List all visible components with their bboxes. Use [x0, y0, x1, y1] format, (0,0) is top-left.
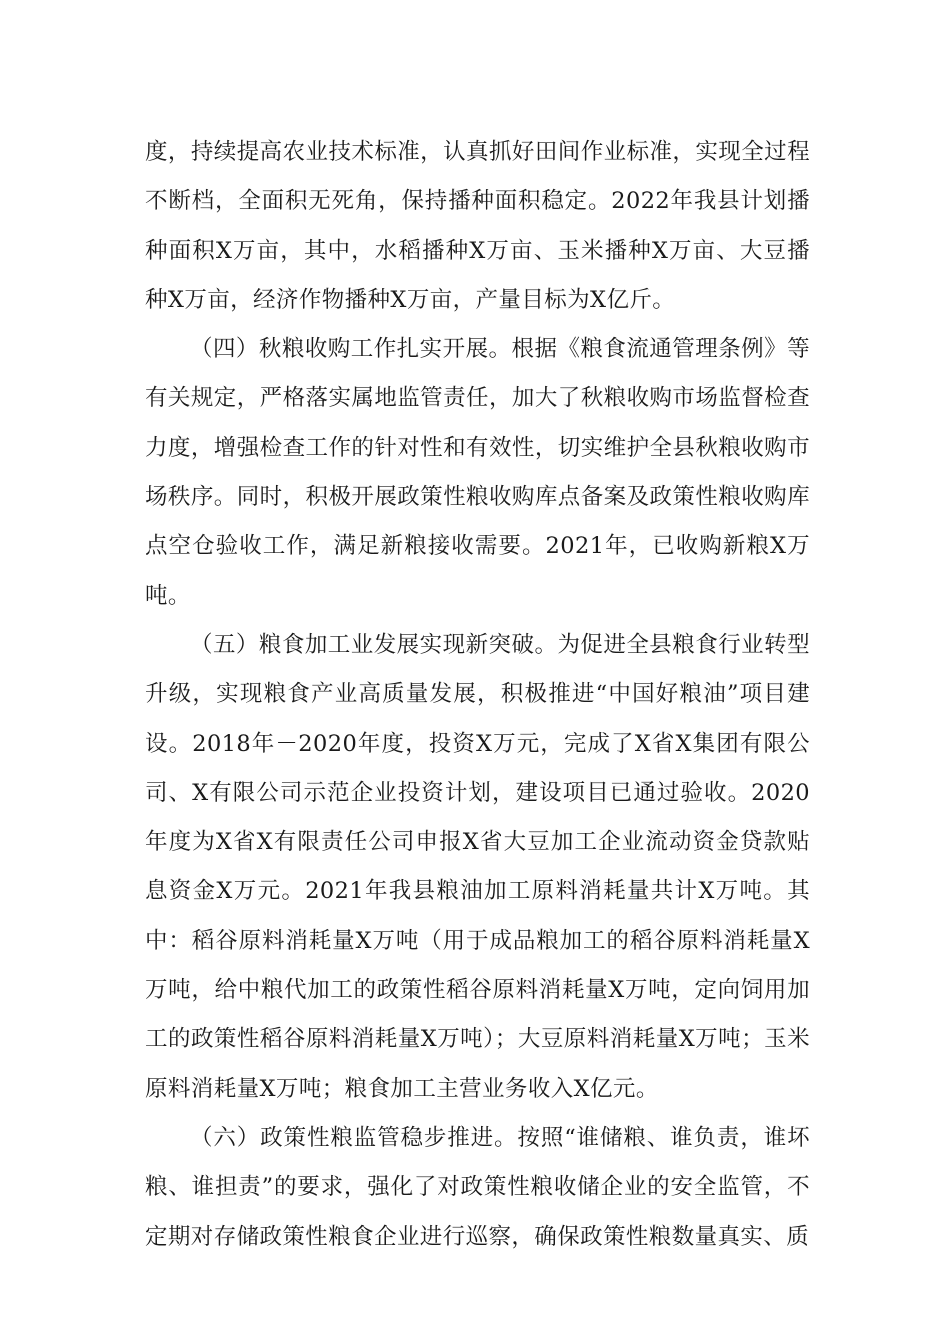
- document-page: [145, 128, 810, 1262]
- paragraph-continued: 度，持续提高农业技术标准，认真抓好田间作业标准，实现全过程不断档，全面积无死角，保持播种面积稳定。2022年我县计划播种面积X万亩，其中，水稻播种X万亩、玉米播种X万亩、大豆播种X万亩，经济作物播种X万亩，产量目标为X亿斤。: [145, 139, 810, 313]
- paragraph-section-5: （五）粮食加工业发展实现新突破。为促进全县粮食行业转型升级，实现粮食产业高质量发展，积极推进“中国好粮油”项目建设。2018年－2020年度，投资X万元，完成了X省X集团有限公司、X有限公司示范企业投资计划，建设项目已通过验收。2020年度为X省X有限责任公司申报X省大豆加工企业流动资金贷款贴息资金X万元。2021年我县粮油加工原料消耗量共计X万吨。其中：稻谷原料消耗量X万吨（用于成品粮加工的稻谷原料消耗量X万吨，给中粮代加工的政策性稻谷原料消耗量X万吨，定向饲用加工的政策性稻谷原料消耗量X万吨）；大豆原料消耗量X万吨；玉米原料消耗量X万吨；粮食加工主营业务收入X亿元。: [145, 631, 810, 1102]
- paragraph-section-6: （六）政策性粮监管稳步推进。按照“谁储粮、谁负责，谁坏粮、谁担责”的要求，强化了对政策性粮收储企业的安全监管，不定期对存储政策性粮食企业进行巡察，确保政策性粮数量真实、质: [145, 1124, 810, 1250]
- paragraph-section-4: （四）秋粮收购工作扎实开展。根据《粮食流通管理条例》等有关规定，严格落实属地监管责任，加大了秋粮收购市场监督检查力度，增强检查工作的针对性和有效性，切实维护全县秋粮收购市场秩序。同时，积极开展政策性粮收购库点备案及政策性粮收购库点空仓验收工作，满足新粮接收需要。2021年，已收购新粮X万吨。: [145, 336, 810, 609]
